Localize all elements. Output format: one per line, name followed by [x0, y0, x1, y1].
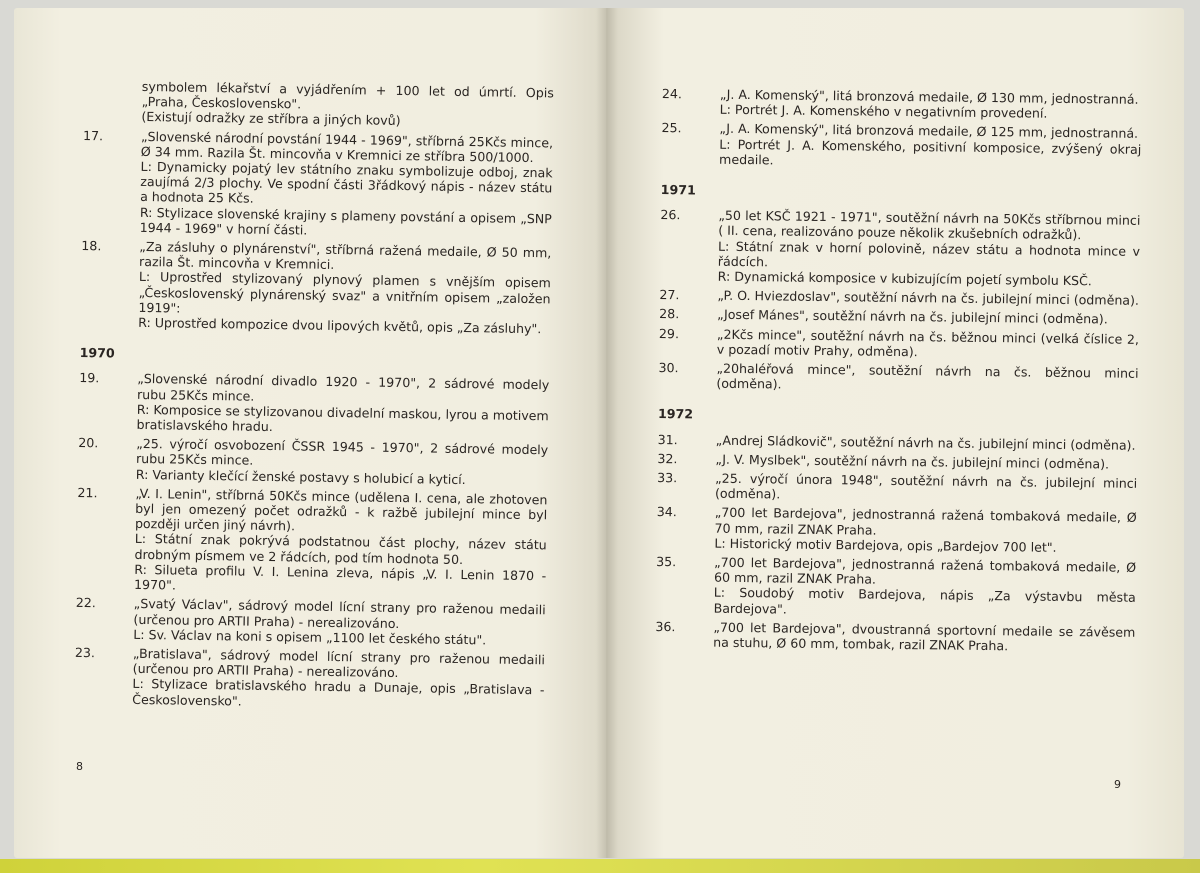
- entry-number: 17.: [82, 127, 104, 143]
- left-text-column: [74, 78, 554, 717]
- paragraph: symbolem lékařství a vyjádřením + 100 let od úmrtí. Opis „Praha, Československo".: [141, 78, 554, 112]
- catalog-entry-22: [75, 595, 546, 648]
- year-heading-1971: 1971: [660, 182, 696, 198]
- entry-number: 21.: [77, 484, 98, 501]
- paragraph: „V. I. Lenin", stříbrná 50Kčs mince (udělena I. cena, ale zhotoven byl jen omezený počet odražků - k ražbě jubilejní mince byl později určen jiný návrh).: [134, 485, 548, 534]
- paragraph: „Andrej Sládkovič", soutěžní návrh na čs. jubilejní minci (odměna).: [715, 432, 1136, 453]
- entry-number: 18.: [81, 238, 102, 254]
- catalog-entry-27: [659, 287, 1139, 308]
- entry-number: 34.: [656, 504, 677, 520]
- right-text-column: [655, 86, 1142, 659]
- paragraph: L: Sv. Václav na koni s opisem „1100 let českého státu".: [133, 626, 487, 648]
- paragraph: R: Stylizace slovenské krajiny s plameny povstání a opisem „SNP 1944 - 1969" v horní části.: [139, 204, 552, 238]
- paragraph: „Za zásluhy o plynárenství", stříbrná ražená medaile, Ø 50 mm, razila Št. mincovňa v Kremnici.: [139, 238, 552, 273]
- catalog-entry-33: [657, 470, 1137, 506]
- catalog-entry-32: [657, 451, 1137, 472]
- paragraph: „25. výročí osvobození ČSSR 1945 - 1970", 2 sádrové modely rubu 25Kčs mince.: [135, 436, 549, 469]
- paragraph: R: Uprostřed kompozice dvou lipových květů, opis „Za zásluhy".: [138, 314, 542, 337]
- paragraph: „P. O. Hviezdoslav", soutěžní návrh na čs. jubilejní minci (odměna).: [717, 287, 1140, 309]
- paragraph: „20haléřová mince", soutěžní návrh na čs. běžnou minci (odměna).: [716, 360, 1139, 392]
- paragraph: „Bratislava", sádrový model lícní strany pro raženou medaili (určenou pro ARTII Praha) - nerealizováno.: [132, 645, 546, 681]
- paragraph: „2Kčs mince", soutěžní návrh na čs. běžnou minci (velká číslice 2, v pozadí motiv Prahy, odměna).: [716, 326, 1140, 359]
- paragraph: „25. výročí února 1948", soutěžní návrh na čs. jubilejní minci (odměna).: [714, 470, 1138, 502]
- paragraph: (Existují odražky ze stříbra a jiných kovů): [141, 109, 401, 129]
- entry-number: 28.: [659, 306, 680, 322]
- catalog-entry-28: [659, 306, 1139, 327]
- paragraph: „700 let Bardejova", jednostranná ražená tombaková medaile, Ø 70 mm, razil ZNAK Praha.: [714, 505, 1137, 538]
- entry-number: 30.: [658, 360, 679, 376]
- entry-number: 35.: [656, 554, 677, 570]
- catalog-entry-30: [658, 360, 1138, 396]
- catalog-entry-21: [76, 485, 548, 599]
- right-page: [606, 8, 1184, 858]
- paragraph: „J. V. Myslbek", soutěžní návrh na čs. jubilejní minci (odměna).: [715, 451, 1110, 472]
- paragraph: „Slovenské národní povstání 1944 - 1969", stříbrná 25Kčs mince, Ø 34 mm. Razila Št. mincovňa v Kremnici ze stříbra 500/1000.: [140, 128, 554, 165]
- catalog-entry-25: [661, 120, 1142, 171]
- paragraph: L: Portrét J. A. Komenského v negativním provedení.: [719, 101, 1048, 121]
- paragraph: L: Soudobý motiv Bardejova, nápis „Za výstavbu města Bardejova".: [713, 585, 1136, 617]
- paragraph: „J. A. Komenský", litá bronzová medaile, Ø 125 mm, jednostranná.: [719, 121, 1139, 142]
- entry-number: 33.: [657, 470, 678, 486]
- year-heading-1972: 1972: [657, 406, 694, 422]
- catalog-entry-18: [80, 238, 551, 337]
- paragraph: L: Státní znak pokrývá podstatnou část plochy, název státu drobným písmem ve 2 řádcích, pod tím hodnota 50.: [134, 531, 547, 567]
- catalog-entry-31: [658, 432, 1138, 453]
- catalog-entry-20: [78, 435, 549, 488]
- left-page: [14, 8, 606, 858]
- paragraph: L: Uprostřed stylizovaný plynový plamen s vnějším opisem „Československý plynárenský svaz" a vnitřním opisem „založen 1919":: [138, 269, 551, 316]
- catalog-entry-24: [662, 86, 1142, 122]
- paragraph: „700 let Bardejova", jednostranná ražená tombaková medaile, Ø 60 mm, razil ZNAK Praha.: [713, 554, 1137, 587]
- catalog-entry-35: [656, 554, 1137, 621]
- paragraph: „Svatý Václav", sádrový model lícní strany pro raženou medaili (určenou pro ARTII Praha) - nerealizováno.: [133, 596, 546, 631]
- catalog-entry-36: [655, 619, 1135, 655]
- page-number: 8: [76, 760, 83, 773]
- paragraph: L: Portrét J. A. Komenského, positivní komposice, zvýšený okraj medaile.: [719, 136, 1142, 168]
- book-gutter: [596, 8, 618, 858]
- paragraph: L: Historický motiv Bardejova, opis „Bardejov 700 let".: [714, 535, 1057, 555]
- entry-number: 20.: [78, 435, 99, 451]
- paragraph: L: Státní znak v horní polovině, název státu a hodnota mince v řádcích.: [717, 238, 1141, 270]
- entry-number: 23.: [74, 644, 96, 661]
- paragraph: „Josef Mánes", soutěžní návrh na čs. jubilejní minci (odměna).: [717, 307, 1108, 327]
- paragraph: „J. A. Komenský", litá bronzová medaile, Ø 130 mm, jednostranná.: [719, 86, 1139, 107]
- paragraph: L: Dynamicky pojatý lev státního znaku symbolizuje odboj, znak zaujímá 2/3 plochy. Ve spodní části 3řádkový nápis - název státu a hodnota 25 Kčs.: [140, 158, 553, 207]
- entry-number: 31.: [657, 431, 678, 447]
- paragraph: „Slovenské národní divadlo 1920 - 1970", 2 sádrové modely rubu 25Kčs mince.: [136, 371, 550, 404]
- entry-number: 22.: [75, 595, 96, 611]
- entry-number: 19.: [79, 370, 100, 386]
- catalog-entry-17: [82, 128, 554, 242]
- catalog-entry-23: [74, 645, 545, 713]
- entry-number: 29.: [658, 325, 680, 341]
- catalog-entry-34: [656, 504, 1137, 555]
- catalog-entry-26: [660, 207, 1141, 289]
- paragraph: „700 let Bardejova", dvoustranná sportovní medaile se závěsem na stuhu, Ø 60 mm, tombak, razil ZNAK Praha.: [713, 619, 1136, 654]
- entry-number: 27.: [659, 287, 680, 303]
- entry-number: 24.: [661, 86, 683, 102]
- paragraph: L: Stylizace bratislavského hradu a Dunaje, opis „Bratislava - Československo".: [132, 676, 545, 709]
- catalog-entry-29: [659, 326, 1139, 362]
- paragraph: „50 let KSČ 1921 - 1971", soutěžní návrh na 50Kčs stříbrnou minci ( II. cena, realizováno pouze několik zkušebních odražků).: [718, 207, 1141, 243]
- entry-number: 32.: [657, 450, 678, 467]
- continuation-entry: [83, 78, 554, 131]
- page-number: 9: [1114, 778, 1121, 791]
- paragraph: R: Varianty klečící ženské postavy s holubicí a kyticí.: [135, 466, 466, 487]
- desk-edge: [0, 859, 1200, 873]
- entry-number: 26.: [660, 207, 681, 223]
- paragraph: R: Dynamická komposice v kubizujícím pojetí symbolu KSČ.: [717, 268, 1092, 289]
- entry-number: 25.: [661, 120, 682, 136]
- paragraph: R: Silueta profilu V. I. Lenina zleva, nápis „V. I. Lenin 1870 - 1970".: [133, 561, 547, 593]
- year-heading-1970: 1970: [79, 345, 115, 361]
- entry-number: 36.: [655, 618, 676, 635]
- catalog-entry-19: [78, 370, 549, 438]
- paragraph: R: Komposice se stylizovanou divadelní maskou, lyrou a motivem bratislavského hradu.: [136, 401, 549, 435]
